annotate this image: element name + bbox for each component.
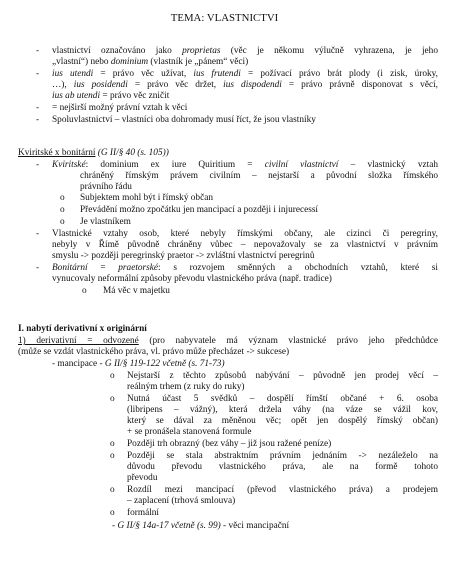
heading-reference: (G II/§ 40 (s. 105)) <box>97 148 169 158</box>
mancipace-item-4-line-2: důvodu převodu vlastnického práva, ale na formě tohoto <box>127 462 438 472</box>
mancipace-item-3-line-1: Později trh obrazný (bez váhy – již jsou ražené peníze) <box>127 439 332 449</box>
mancipace-item-2-line-1: Nutná účast 5 svědků – dospělí římští občané + 6. osoba <box>127 394 438 404</box>
intro-bullet-2-line-2 <box>52 80 438 91</box>
intro-bullet-3: = nejširší možný právní vztah k věci <box>52 103 188 113</box>
body-text: – vlastnický vztah <box>350 160 438 170</box>
bullet-dash: - <box>36 263 40 273</box>
intro-term: dominium <box>110 57 149 67</box>
kviritske-sub-1: Subjektem mohl být i římský občan <box>80 193 213 203</box>
kviritske-bullet-1-line-2: chráněný římským právem civilním – nejstarší a původní složka římského <box>80 171 438 181</box>
section-heading-kviritske <box>18 148 169 159</box>
body-text: : dominium ex iure Quiritium = <box>85 160 253 170</box>
intro-term: ius utendi <box>52 69 94 79</box>
intro-term: ius posidendi <box>73 80 128 90</box>
intro-term: proprietas <box>182 46 221 56</box>
term-label: civilní vlastnictví <box>264 160 339 170</box>
intro-text: = právo věc držet, <box>134 80 217 90</box>
kviritske-bullet-2-line-2: nebyly v Římě původně chráněny vůbec – nepovažovaly se za vlastnictví v právním <box>52 240 438 250</box>
intro-text: = požívací právo brát plody (i zisk, úroky, <box>247 69 438 79</box>
mancipace-item-5-line-2: – zaplacení (trhová smlouva) <box>127 496 236 506</box>
intro-text: …), <box>52 80 67 90</box>
mancipace-item-6-line-1: formální <box>127 508 160 518</box>
kviritske-bullet-3-line-1 <box>52 263 438 274</box>
body-text: (pro nabyvatele má význam vlastnické právo jeho předchůdce <box>149 336 438 346</box>
intro-text: vlastnictví označováno jako <box>52 46 172 56</box>
bullet-dash: - <box>36 229 40 239</box>
bullet-dash: - <box>36 69 40 79</box>
kviritske-sub-2: Převádění možno zpočátku jen mancipací a později i injurecessí <box>80 205 319 215</box>
term-label: Bonitární <box>52 263 88 273</box>
kviritske-bullet-3-line-2: vynucovaly neformální způsoby převodu vlastnického práva (např. tradice) <box>52 274 332 284</box>
bullet-dash: - <box>36 103 40 113</box>
derivativni-line-2: (může se vzdát vlastnického práva, vl. právo může přecházet -> sukcese) <box>18 347 290 357</box>
mancipace-item-4-line-3: převodu <box>127 473 158 483</box>
intro-bullet-1-line-1 <box>52 46 438 57</box>
kviritske-sub-4: Má věc v majetku <box>103 286 170 296</box>
intro-term: ius ab utendi <box>52 91 101 101</box>
mancipace-heading <box>52 359 225 370</box>
document-title: TEMA: VLASTNICTVI <box>170 12 279 24</box>
kviritske-sub-3: Je vlastníkem <box>80 217 131 227</box>
mancipace-item-1-line-1: Nejstarší z těchto způsobů nabývání – původně jen prodej věcí – <box>127 371 438 381</box>
reference: G II/§ 119-122 včetně (s. 71-73) <box>104 359 225 369</box>
sub-bullet-o: o <box>60 205 65 215</box>
section-heading-nabyti: I. nabytí derivativní x originární <box>18 324 147 334</box>
heading-underlined: Kviritské x bonitární <box>18 148 96 158</box>
intro-text: = právo věc zničit <box>102 91 170 101</box>
sub-bullet-o: o <box>110 485 115 495</box>
term-label: praetorské <box>118 263 159 273</box>
intro-text: = právo právně disponovat s věcí, <box>288 80 438 90</box>
sub-bullet-o: o <box>110 439 115 449</box>
body-text: - věci mancipační <box>223 521 290 531</box>
intro-term: ius frutendi <box>193 69 241 79</box>
intro-bullet-2-line-3 <box>52 91 169 102</box>
sub-bullet-o: o <box>110 371 115 381</box>
mancipace-item-2-line-2: (libripens – vážný), která držela váhy (na váze se vážil kov, <box>127 405 438 415</box>
sub-bullet-o: o <box>110 508 115 518</box>
heading-underlined: 1) derivativní = odvozené <box>18 336 139 346</box>
bullet-dash: - <box>36 160 40 170</box>
sub-bullet-o: o <box>60 193 65 203</box>
intro-text: = právo věc užívat, <box>100 69 187 79</box>
intro-text: (věc je někomu výlučně vyhrazena, je jeho <box>230 46 438 56</box>
body-text: : s rozvojem směnných a obchodních vztahů, které si <box>158 263 438 273</box>
mancipace-item-2-line-4: + se pronášela stanovená formule <box>127 427 252 437</box>
sub-bullet-o: o <box>110 394 115 404</box>
intro-bullet-2-line-1 <box>52 69 438 80</box>
intro-term: ius dispodendi <box>223 80 282 90</box>
kviritske-bullet-1-line-1 <box>52 160 438 171</box>
kviritske-bullet-1-line-3: právního řádu <box>80 182 132 192</box>
intro-bullet-4: Spoluvlastnictví – vlastníci oba dohromady musí říct, že jsou vlastníky <box>52 115 316 125</box>
kviritske-bullet-2-line-1: Vlastnické vztahy osob, které nebyly římskými občany, ale cizinci či peregriny, <box>52 229 438 239</box>
reference: G II/§ 14a-17 včetně (s. 99) <box>117 521 221 531</box>
body-text: - mancipace - <box>52 359 103 369</box>
mancipace-item-5-line-1: Rozdíl mezi mancipací (převod vlastnického práva) a prodejem <box>127 485 438 495</box>
intro-text: „vlastní“) nebo <box>52 57 109 67</box>
intro-text: (vlastník je „pánem“ věci) <box>150 57 249 67</box>
bullet-dash: - <box>36 115 40 125</box>
body-text: = <box>100 263 119 273</box>
mancipace-item-4-line-1: Později se stala abstraktním právním jednáním -> nezáleželo na <box>127 451 438 461</box>
term-label: Kviritské <box>52 160 86 170</box>
mancipace-references <box>112 521 289 532</box>
bullet-dash: - <box>36 46 40 56</box>
kviritske-bullet-2-line-3: smyslu -> později peregrinský praetor -> zvláštní vlastnictví peregrinů <box>52 251 315 261</box>
body-text: - <box>112 521 116 531</box>
derivativni-line-1 <box>18 336 438 347</box>
mancipace-item-2-line-3: který se dával za měněnou věc; opět jen dospělý římský občan) <box>127 416 438 426</box>
intro-bullet-1-line-2 <box>52 57 248 68</box>
mancipace-item-1-line-2: reálným trhem (z ruky do ruky) <box>127 382 245 392</box>
sub-bullet-o: o <box>82 286 87 296</box>
sub-bullet-o: o <box>60 217 65 227</box>
sub-bullet-o: o <box>110 451 115 461</box>
